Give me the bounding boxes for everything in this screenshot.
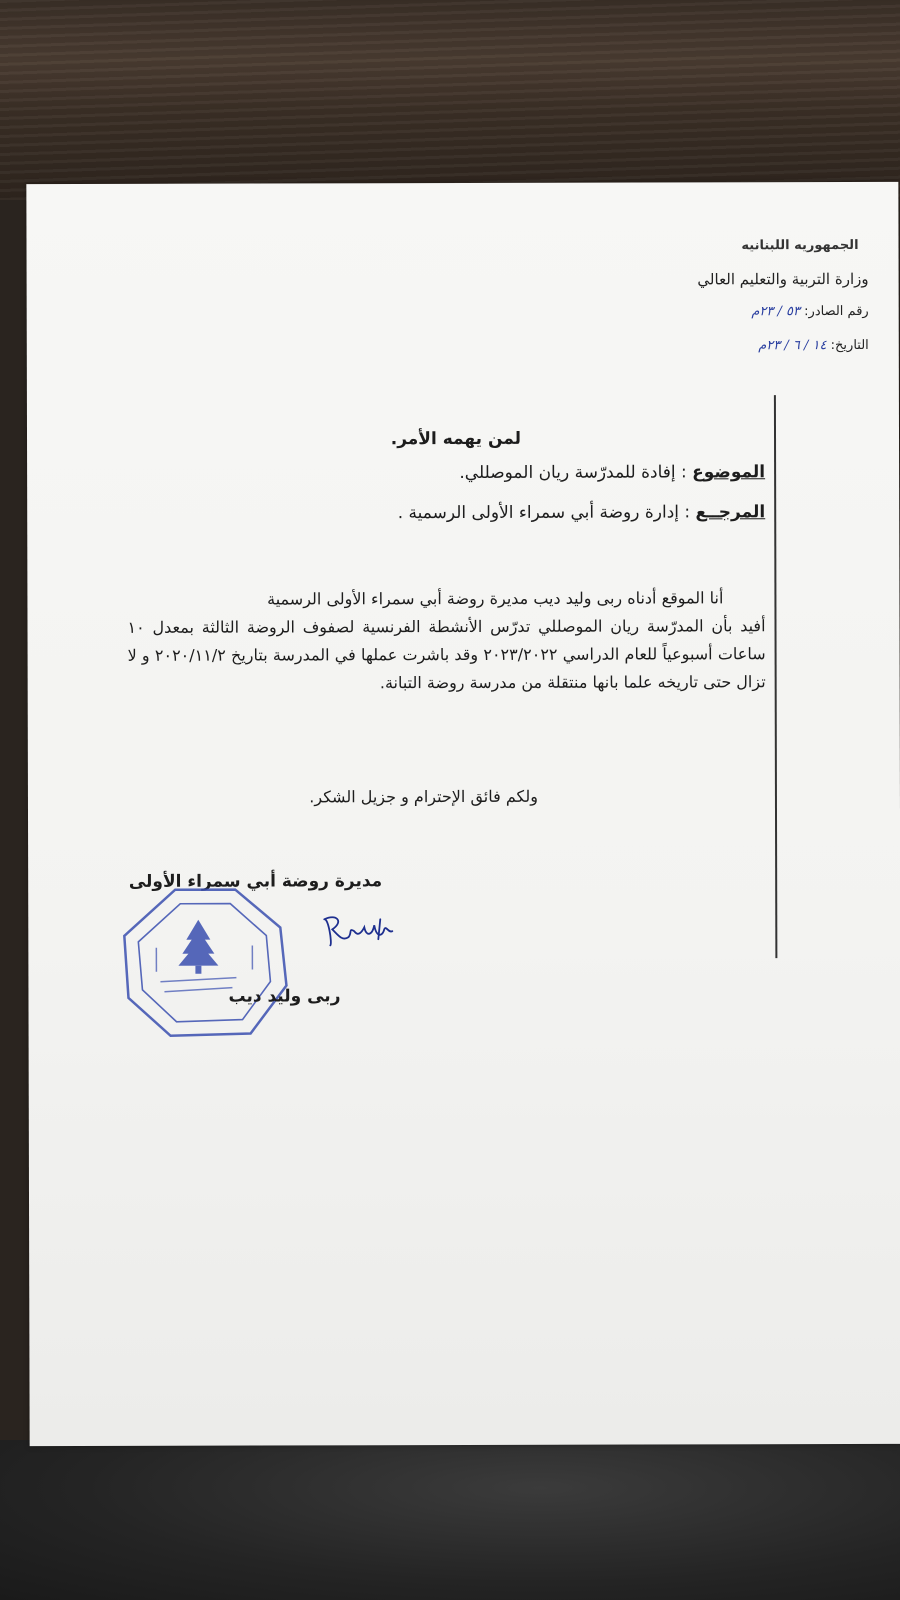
date-label: التاريخ: bbox=[826, 337, 869, 354]
signatory-name: ربى وليد ديب bbox=[228, 986, 341, 1007]
margin-rule bbox=[774, 395, 777, 958]
date-value: ١٤ / ٦ / ٢٣م bbox=[758, 338, 827, 354]
subject-line bbox=[459, 462, 765, 483]
letter-body bbox=[127, 584, 765, 698]
letterhead-ministry: وزارة التربية والتعليم العالي bbox=[697, 269, 869, 289]
letterhead-date bbox=[758, 338, 869, 353]
wooden-table-background bbox=[0, 0, 900, 200]
addressee: لمن يهمه الأمر. bbox=[390, 428, 522, 450]
handwritten-signature bbox=[318, 911, 398, 951]
closing-line: ولكم فائق الإحترام و جزيل الشكر. bbox=[309, 786, 538, 807]
body-line-intro: أنا الموقع أدناه ربى وليد ديب مديرة روضة أبي سمراء الأولى الرسمية bbox=[267, 588, 724, 609]
body-line-statement: أفيد بأن المدرّسة ريان الموصللي تدرّس الأنشطة الفرنسية لصفوف الروضة الثالثة بمعدل ١٠ ساعات أسبوعياً للعام الدراسي ٢٠٢٣/٢٠٢٢ وقد باشرت عملها في المدرسة بتاريخ ٢٠٢٠/١١/٢ و لا تزال حتى تاريخه علما بانها منتقلة من مدرسة روضة التبانة. bbox=[127, 616, 766, 693]
signatory-title: مديرة روضة أبي سمراء الأولى bbox=[128, 871, 383, 892]
leather-surface-background bbox=[0, 1440, 900, 1600]
official-stamp bbox=[120, 885, 290, 1040]
subject-label: الموضوع bbox=[692, 462, 766, 483]
reference-label: المرجــع bbox=[695, 502, 766, 523]
reference-number-label: رقم الصادر: bbox=[799, 303, 869, 320]
letterhead-republic: الجمهوريه اللبنانيه bbox=[741, 237, 859, 254]
subject-text: : إفادة للمدرّسة ريان الموصللي. bbox=[459, 462, 693, 484]
cedar-icon bbox=[178, 920, 218, 974]
reference-number-value: ٥٣ / ٢٣م bbox=[751, 304, 801, 320]
letterhead-reference-number bbox=[751, 304, 868, 319]
reference-text: : إدارة روضة أبي سمراء الأولى الرسمية . bbox=[397, 502, 696, 524]
official-letter bbox=[26, 182, 900, 1446]
reference-line bbox=[398, 502, 766, 523]
